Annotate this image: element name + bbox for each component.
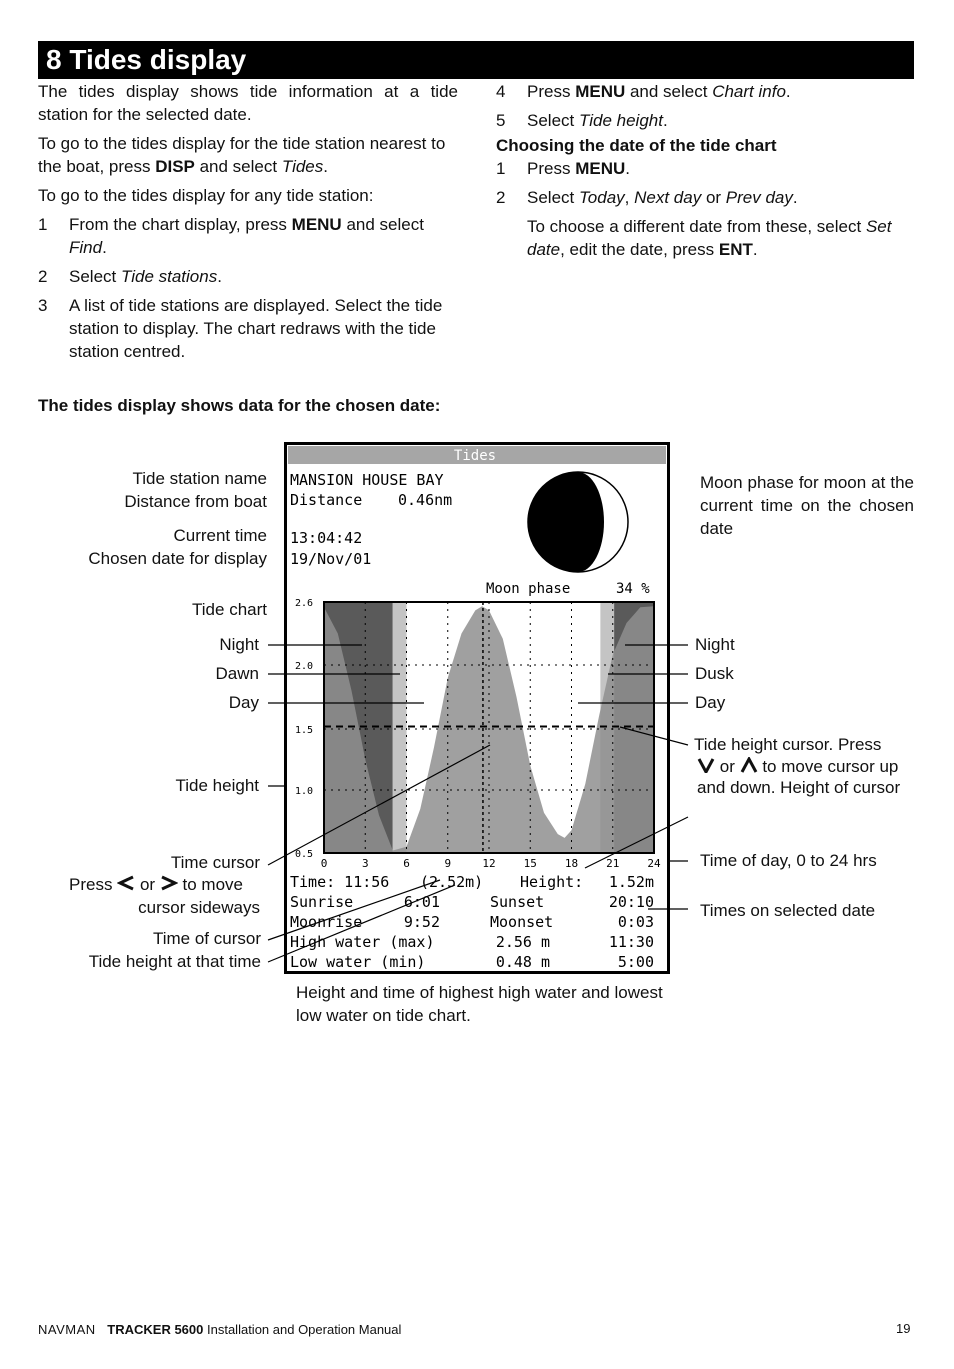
y-tick-2.0: 2.0 [295, 661, 314, 672]
tides-screen [284, 442, 670, 974]
callout-height-cursor-2: or to move cursor up [697, 755, 898, 778]
callout-moon-phase: Moon phase for moon at the current time on the chosen date [700, 473, 914, 538]
y-tick-2.6: 2.6 [295, 598, 314, 609]
x-tick-6: 6 [403, 857, 410, 870]
chevron-right-icon [160, 875, 178, 891]
info-row-0-d: 1.52m [608, 873, 654, 891]
callout-times-on-date: Times on selected date [700, 901, 876, 920]
info-row-1-c: Sunset [490, 893, 545, 911]
callout-night-left: Night [219, 635, 259, 654]
moon-phase-value: 34 % [616, 581, 650, 597]
moon-phase-label: Moon phase [486, 581, 571, 597]
callout-dusk: Dusk [695, 664, 734, 683]
callout-height-cursor-1: Tide height cursor. Press [694, 735, 882, 754]
y-tick-0.5: 0.5 [295, 849, 314, 860]
info-row-0-b: (2.52m) [420, 873, 484, 891]
right-column [496, 80, 916, 267]
info-row-0-a: Time: 11:56 [290, 873, 390, 891]
callout-cursor-sideways: cursor sideways [138, 898, 260, 917]
x-tick-18: 18 [564, 857, 579, 870]
callout-height-cursor-3: and down. Height of cursor [697, 778, 901, 797]
brand-logo: NAVMAN [38, 1322, 96, 1337]
step-3: 3 A list of tide stations are displayed. Select the tide station to display. The chart redraws with the tide station centred. [38, 296, 443, 361]
callout-tide-height-at: Tide height at that time [88, 952, 261, 971]
callout-tide-height: Tide height [175, 776, 259, 795]
info-row-2-a: Moonrise [290, 913, 363, 931]
info-row-3-d: 11:30 [608, 933, 654, 951]
set-date-paragraph: To choose a different date from these, select Set date, edit the date, press ENT. [527, 217, 892, 259]
callout-hw-lw-2: low water on tide chart. [296, 1006, 471, 1025]
left-column [38, 80, 458, 369]
info-row-2-d: 0:03 [617, 913, 654, 931]
step-2: 2 Select Tide stations. [38, 267, 222, 286]
info-row-0-c: Height: [520, 873, 584, 891]
info-row-2-c: Moonset [490, 913, 554, 931]
x-tick-24: 24 [647, 857, 661, 870]
callout-time-of-day: Time of day, 0 to 24 hrs [700, 851, 877, 870]
date-step-1: 1 Press MENU. [496, 159, 630, 178]
callout-station-name: Tide station name [132, 469, 267, 488]
x-tick-15: 15 [523, 857, 537, 870]
page-number: 19 [896, 1321, 911, 1336]
x-tick-12: 12 [482, 857, 496, 870]
x-tick-0: 0 [320, 857, 328, 870]
step-4: 4 Press MENU and select Chart info. [496, 82, 791, 101]
chevron-left-icon [117, 875, 135, 891]
chevron-down-icon [697, 757, 715, 773]
callout-night-right: Night [695, 635, 735, 654]
distance-value: 0.46nm [398, 491, 453, 509]
tide-chart [295, 598, 661, 870]
info-row-3-b: 2.56 m [495, 933, 550, 951]
info-row-4-a: Low water (min) [290, 953, 426, 971]
callout-hw-lw-1: Height and time of highest high water and lowest [296, 983, 663, 1002]
info-row-1-d: 20:10 [608, 893, 654, 911]
callout-tide-chart: Tide chart [192, 600, 267, 619]
footer-manual-title: TRACKER 5600 Installation and Operation Manual [107, 1322, 402, 1337]
date-step-2: 2 Select Today, Next day or Prev day. [496, 188, 798, 207]
info-row-1-b: 6:01 [403, 893, 440, 911]
section-title: 8 Tides display [46, 44, 247, 75]
callout-dawn: Dawn [215, 664, 259, 683]
distance-label: Distance [290, 491, 363, 509]
callout-chosen-date: Chosen date for display [88, 549, 267, 568]
callout-distance: Distance from boat [124, 492, 267, 511]
x-tick-9: 9 [444, 857, 452, 870]
info-row-2-b: 9:52 [403, 913, 440, 931]
callout-day-right: Day [695, 693, 726, 712]
subheading-choose-date: Choosing the date of the tide chart [496, 136, 777, 155]
chosen-date: 19/Nov/01 [290, 550, 372, 568]
callout-press-sideways: Press or to move [69, 875, 244, 894]
screen-title: Tides [453, 448, 497, 464]
intro-paragraph: The tides display shows tide information at a tide station for the selected date. [38, 82, 458, 124]
info-row-1-a: Sunrise [290, 893, 354, 911]
callout-current-time: Current time [173, 526, 267, 545]
station-name: MANSION HOUSE BAY [290, 471, 444, 489]
step-5: 5 Select Tide height. [496, 111, 668, 130]
phase-band-dawn-1 [393, 602, 407, 853]
callout-time-cursor: Time cursor [170, 853, 260, 872]
info-row-3-a: High water (max) [290, 933, 435, 951]
callout-time-of-cursor: Time of cursor [152, 929, 261, 948]
footer [38, 1322, 401, 1337]
chevron-up-icon [740, 757, 758, 773]
y-tick-1.0: 1.0 [295, 786, 314, 797]
y-tick-1.5: 1.5 [295, 725, 314, 736]
x-tick-3: 3 [361, 857, 369, 870]
current-time: 13:04:42 [290, 529, 363, 547]
step-1: 1 From the chart display, press MENU and select Find. [38, 215, 424, 257]
display-heading: The tides display shows data for the chosen date: [38, 396, 441, 415]
info-row-4-b: 0.48 m [495, 953, 550, 971]
nearest-station-paragraph: To go to the tides display for the tide station nearest to the boat, press DISP and select Tides. [38, 134, 446, 176]
any-station-paragraph: To go to the tides display for any tide station: [38, 186, 374, 205]
info-row-4-d: 5:00 [617, 953, 654, 971]
callout-day-left: Day [228, 693, 259, 712]
x-tick-21: 21 [606, 857, 620, 870]
